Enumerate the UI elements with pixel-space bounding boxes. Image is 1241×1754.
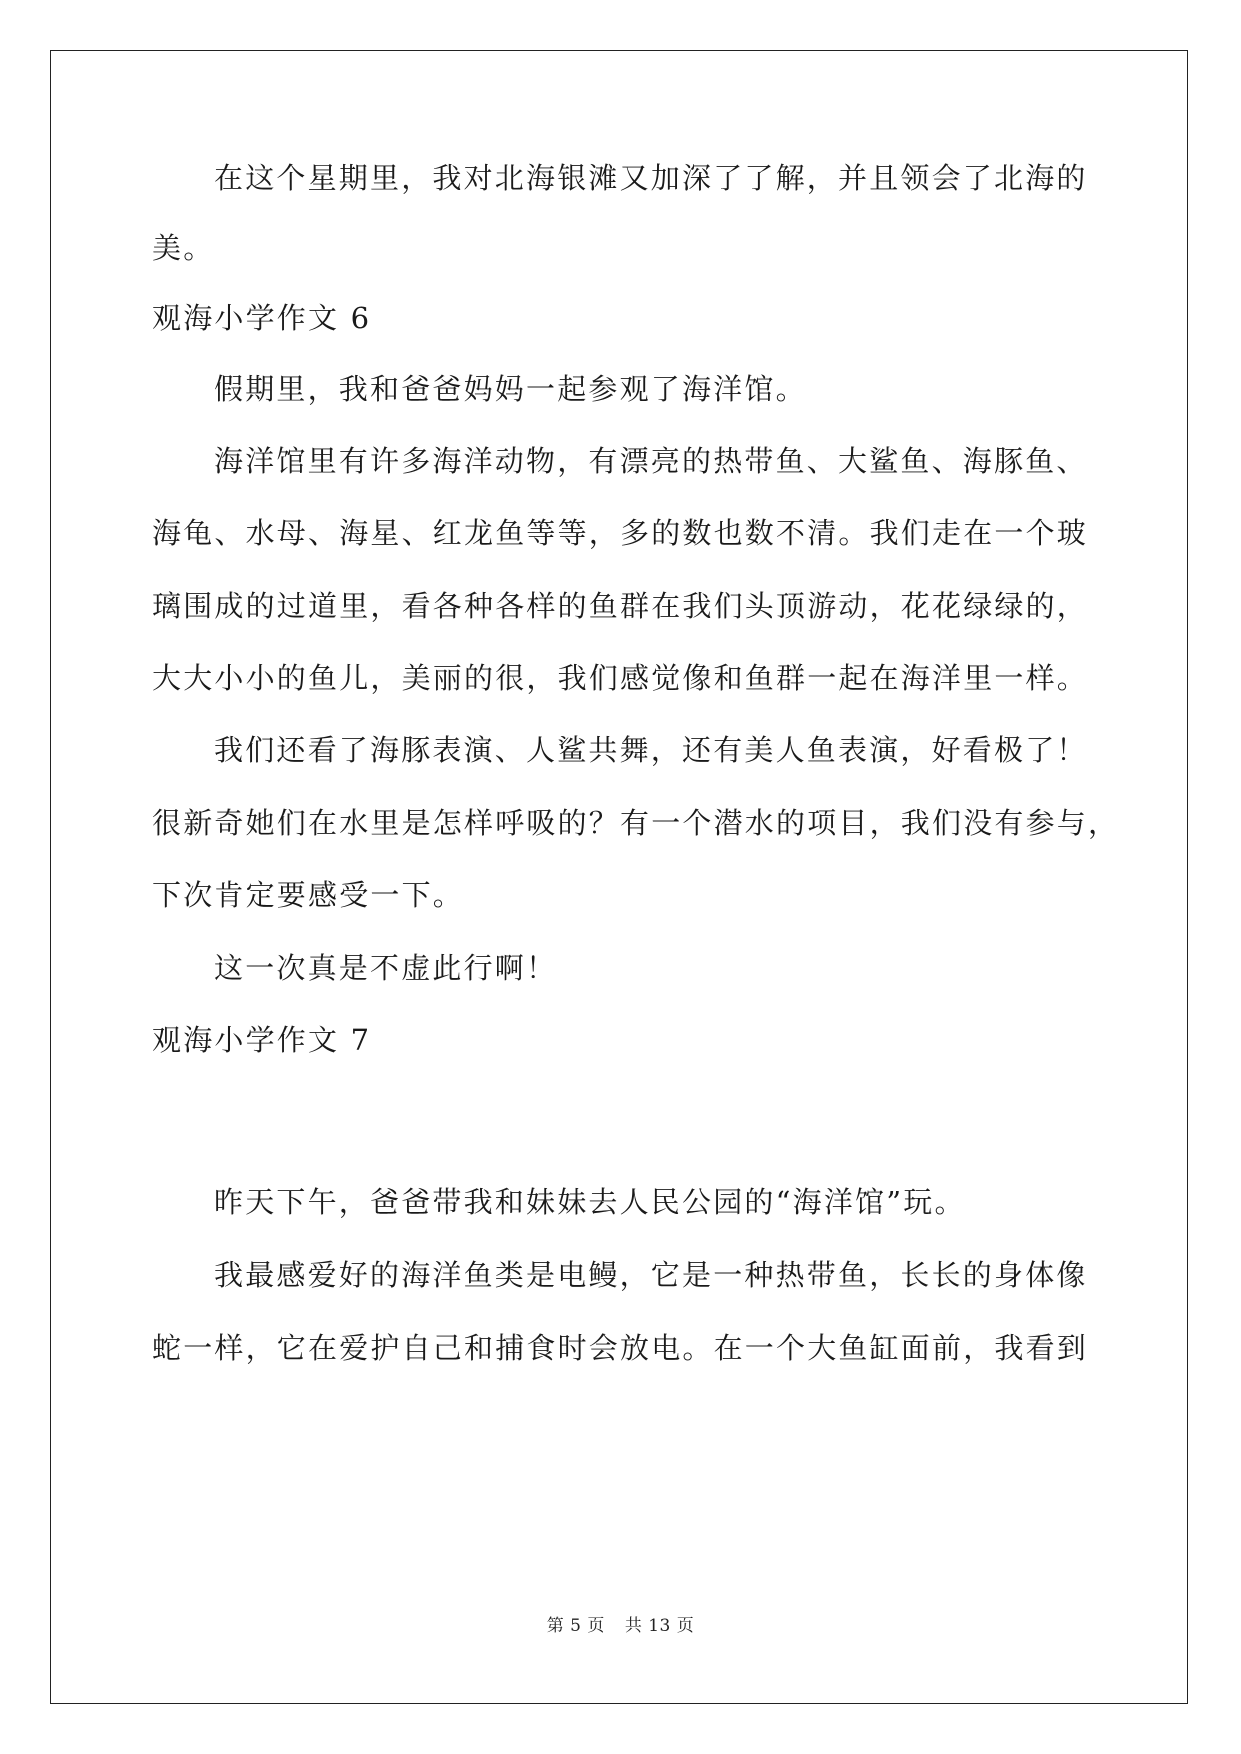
paragraph-line: 很新奇她们在水里是怎样呼吸的？有一个潜水的项目，我们没有参与， [152,806,1120,840]
paragraph-line: 下次肯定要感受一下。 [152,878,465,912]
paragraph-line: 美。 [152,231,215,265]
paragraph-line: 璃围成的过道里，看各种各样的鱼群在我们头顶游动，花花绿绿的， [152,589,1089,623]
paragraph-line: 这一次真是不虚此行啊！ [214,951,558,985]
paragraph-line: 昨天下午，爸爸带我和妹妹去人民公园的“海洋馆”玩。 [214,1185,966,1219]
paragraph-line: 在这个星期里，我对北海银滩又加深了了解，并且领会了北海的 [214,161,1088,195]
paragraph-line: 大大小小的鱼儿，美丽的很，我们感觉像和鱼群一起在海洋里一样。 [152,661,1089,695]
paragraph-line: 海洋馆里有许多海洋动物，有漂亮的热带鱼、大鲨鱼、海豚鱼、 [214,444,1088,478]
page-total: 共 13 页 [624,1616,695,1636]
page-footer [0,1611,1241,1636]
page-number: 第 5 页 [546,1616,605,1636]
paragraph-line: 海龟、水母、海星、红龙鱼等等，多的数也数不清。我们走在一个玻 [152,516,1089,550]
section-heading: 观海小学作文 6 [152,301,372,335]
paragraph-line: 蛇一样，它在爱护自己和捕食时会放电。在一个大鱼缸面前，我看到 [152,1331,1089,1365]
paragraph-line: 我们还看了海豚表演、人鲨共舞，还有美人鱼表演，好看极了！ [214,733,1088,767]
paragraph-line: 假期里，我和爸爸妈妈一起参观了海洋馆。 [214,372,807,406]
paragraph-line: 我最感爱好的海洋鱼类是电鳗，它是一种热带鱼，长长的身体像 [214,1258,1088,1292]
section-heading: 观海小学作文 7 [152,1023,372,1057]
